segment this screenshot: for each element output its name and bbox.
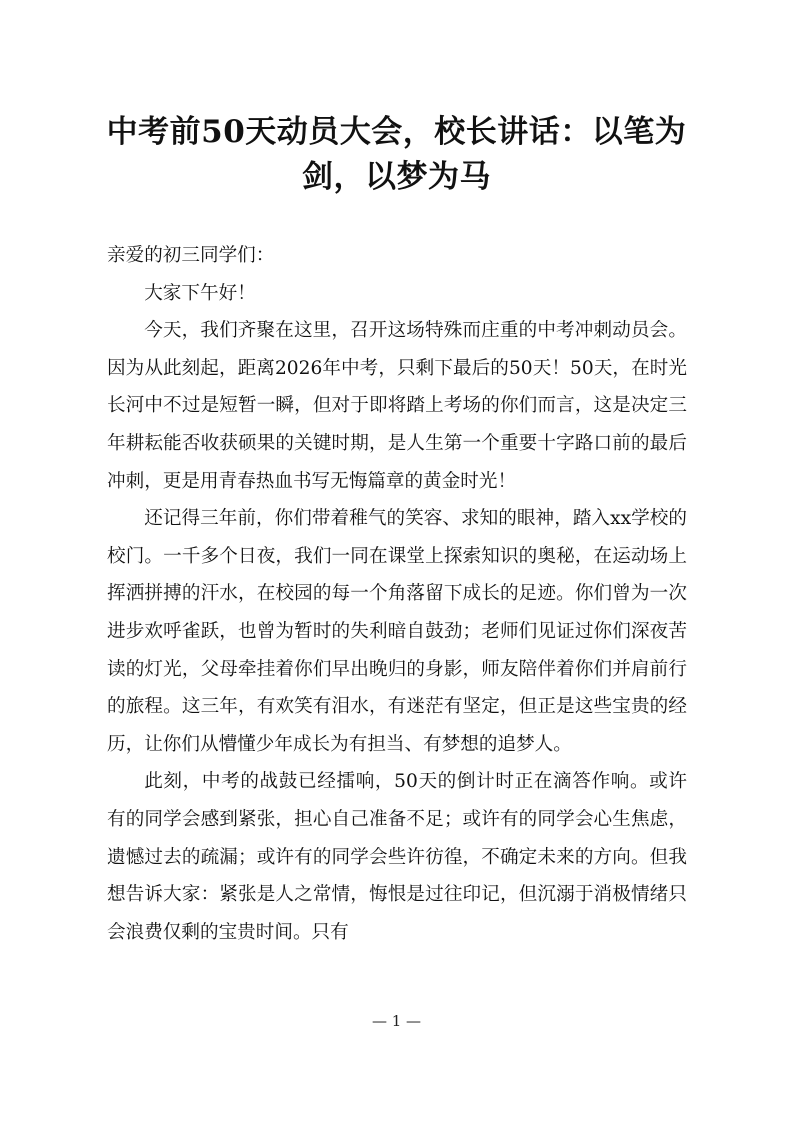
paragraph-memories: 还记得三年前，你们带着稚气的笑容、求知的眼神，踏入xx学校的校门。一千多个日夜，我们一同在课堂上探索知识的奥秘，在运动场上挥洒拼搏的汗水，在校园的每一个角落留下成长的足迹。你们曾为一次进步欢呼雀跃，也曾为暂时的失利暗自鼓劲；老师们见证过你们深夜苦读的灯光，父母牵挂着你们早出晚归的身影，师友陪伴着你们并肩前行的旅程。这三年，有欢笑有泪水，有迷茫有坚定，但正是这些宝贵的经历，让你们从懵懂少年成长为有担当、有梦想的追梦人。 bbox=[107, 508, 687, 755]
salutation: 亲爱的初三同学们： bbox=[107, 245, 275, 266]
paragraph-greeting: 大家下午好！ bbox=[144, 282, 256, 304]
document-body bbox=[107, 237, 687, 951]
document-title: 中考前50天动员大会，校长讲话：以笔为剑，以梦为马 bbox=[106, 114, 687, 195]
page-number: — 1 — bbox=[371, 1012, 422, 1030]
paragraph-opening: 今天，我们齐聚在这里，召开这场特殊而庄重的中考冲刺动员会。因为从此刻起，距离2026年中考，只剩下最后的50天！50天，在时光长河中不过是短暂一瞬，但对于即将踏上考场的你们而言，这是决定三年耕耘能否收获硕果的关键时期，是人生第一个重要十字路口前的最后冲刺，更是用青春热血书写无悔篇章的黄金时光！ bbox=[107, 320, 687, 492]
paragraph-encouragement: 此刻，中考的战鼓已经擂响，50天的倒计时正在滴答作响。或许有的同学会感到紧张，担心自己准备不足；或许有的同学会心生焦虑，遗憾过去的疏漏；或许有的同学会些许彷徨，不确定未来的方向。但我想告诉大家：紧张是人之常情，悔恨是过往印记，但沉溺于消极情绪只会浪费仅剩的宝贵时间。只有 bbox=[107, 771, 687, 943]
